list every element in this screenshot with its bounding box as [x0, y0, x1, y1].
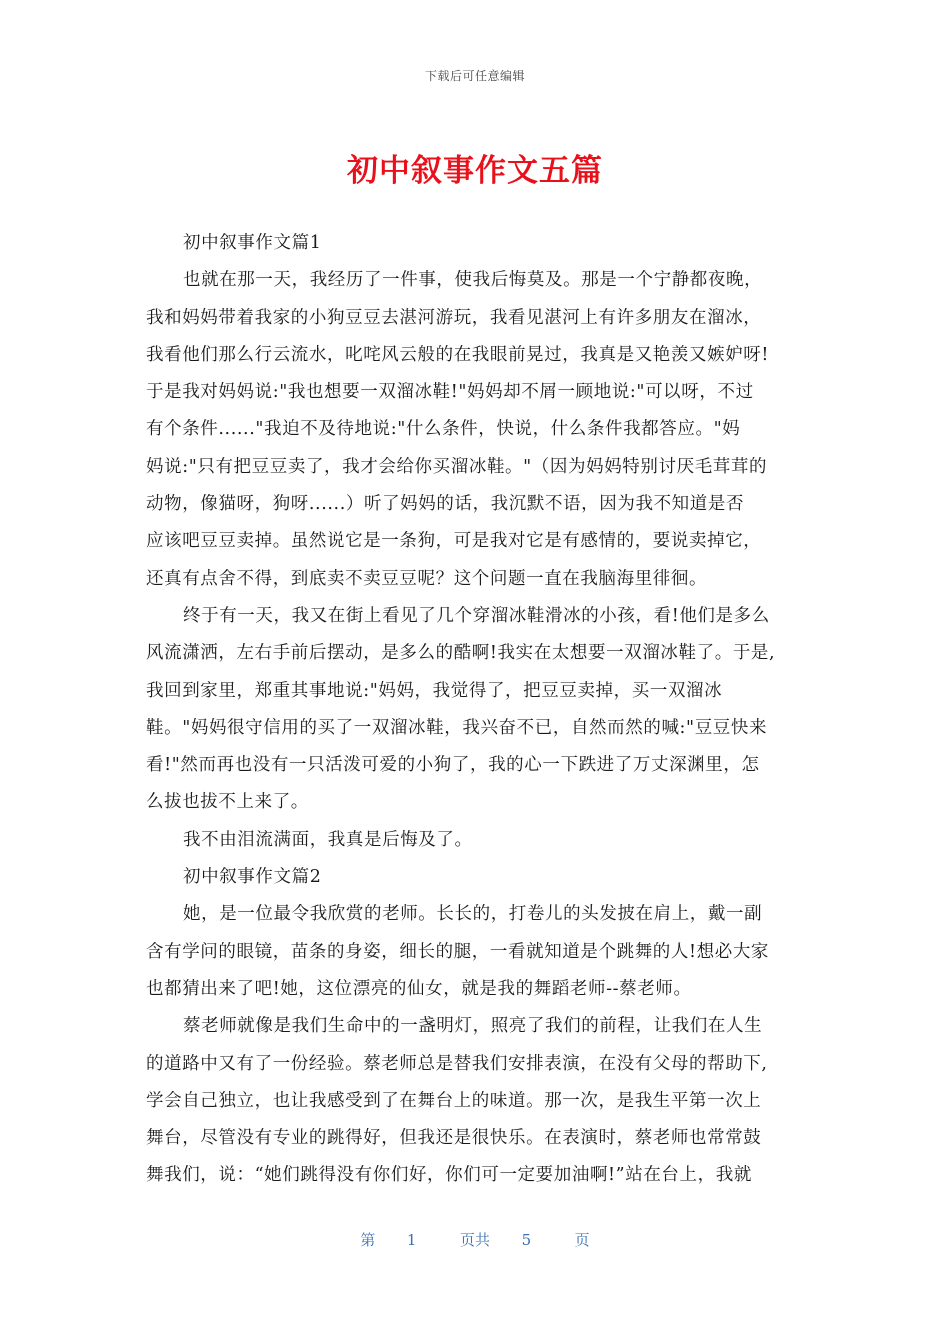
- text-line: 她，是一位最令我欣赏的老师。长长的，打卷儿的头发披在肩上，戴一副: [183, 904, 763, 925]
- text-line: 我不由泪流满面，我真是后悔及了。: [183, 829, 473, 850]
- text-line: 舞台，尽管没有专业的跳得好，但我还是很快乐。在表演时，蔡老师也常常鼓: [146, 1128, 762, 1149]
- document-body: [146, 225, 810, 1195]
- text-line: 终于有一天，我又在街上看见了几个穿溜冰鞋滑冰的小孩，看!他们是多么: [183, 605, 770, 626]
- text-line: 还真有点舍不得，到底卖不卖豆豆呢？这个问题一直在我脑海里徘徊。: [146, 568, 708, 589]
- text-line: 我回到家里，郑重其事地说:"妈妈，我觉得了，把豆豆卖掉，买一双溜冰: [146, 680, 723, 701]
- text-line: 舞我们，说：“她们跳得没有你们好，你们可一定要加油啊!”站在台上，我就: [146, 1165, 752, 1186]
- text-line: 于是我对妈妈说:"我也想要一双溜冰鞋!"妈妈却不屑一顾地说:"可以呀，不过: [146, 382, 754, 403]
- text-line: 也就在那一天，我经历了一件事，使我后悔莫及。那是一个宁静都夜晚，: [183, 270, 763, 291]
- text-line: 有个条件......"我迫不及待地说:"什么条件，快说，什么条件我都答应。"妈: [146, 419, 741, 440]
- text-line: 初中叙事作文篇1: [183, 233, 322, 253]
- text-line: 也都猜出来了吧!她，这位漂亮的仙女，就是我的舞蹈老师--蔡老师。: [146, 978, 692, 999]
- header-note: 下载后可任意编辑: [424, 69, 525, 83]
- text-line: 初中叙事作文篇2: [183, 867, 322, 888]
- page-footer: [0, 1229, 950, 1250]
- footer-prefix: 第: [360, 1231, 376, 1249]
- text-line: 妈说:"只有把豆豆卖了，我才会给你买溜冰鞋。"（因为妈妈特别讨厌毛茸茸的: [146, 456, 768, 477]
- footer-middle: 页共: [459, 1231, 490, 1249]
- text-line: 蔡老师就像是我们生命中的一盏明灯，照亮了我们的前程，让我们在人生: [183, 1016, 763, 1037]
- text-line: 鞋。"妈妈很守信用的买了一双溜冰鞋，我兴奋不已，自然而然的喊:"豆豆快来: [146, 717, 768, 738]
- text-line: 含有学问的眼镜，苗条的身姿，细长的腿，一看就知道是个跳舞的人!想必大家: [146, 941, 770, 962]
- text-line: 学会自己独立，也让我感受到了在舞台上的味道。那一次，是我生平第一次上: [146, 1090, 762, 1111]
- text-line: 看!"然而再也没有一只活泼可爱的小狗了，我的心一下跌进了万丈深渊里，怎: [146, 755, 760, 776]
- text-line: 我看他们那么行云流水，叱咤风云般的在我眼前晃过，我真是又艳羡又嫉妒呀!: [146, 344, 770, 365]
- text-line: 的道路中又有了一份经验。蔡老师总是替我们安排表演，在没有父母的帮助下,: [146, 1053, 768, 1074]
- document-title: 初中叙事作文五篇: [347, 153, 603, 189]
- text-line: 动物，像猫呀，狗呀......）听了妈妈的话，我沉默不语，因为我不知道是否: [146, 494, 745, 515]
- text-line: 风流潇洒，左右手前后摆动，是多么的酷啊!我实在太想要一双溜冰鞋了。于是,: [146, 643, 776, 664]
- text-line: 么拔也拔不上来了。: [146, 792, 309, 813]
- footer-page-number: 1: [406, 1231, 417, 1249]
- text-line: 应该吧豆豆卖掉。虽然说它是一条狗，可是我对它是有感情的，要说卖掉它，: [146, 531, 762, 552]
- footer-suffix: 页: [574, 1231, 590, 1249]
- footer-total-pages: 5: [521, 1231, 532, 1249]
- text-line: 我和妈妈带着我家的小狗豆豆去湛河游玩，我看见湛河上有许多朋友在溜冰，: [146, 307, 762, 328]
